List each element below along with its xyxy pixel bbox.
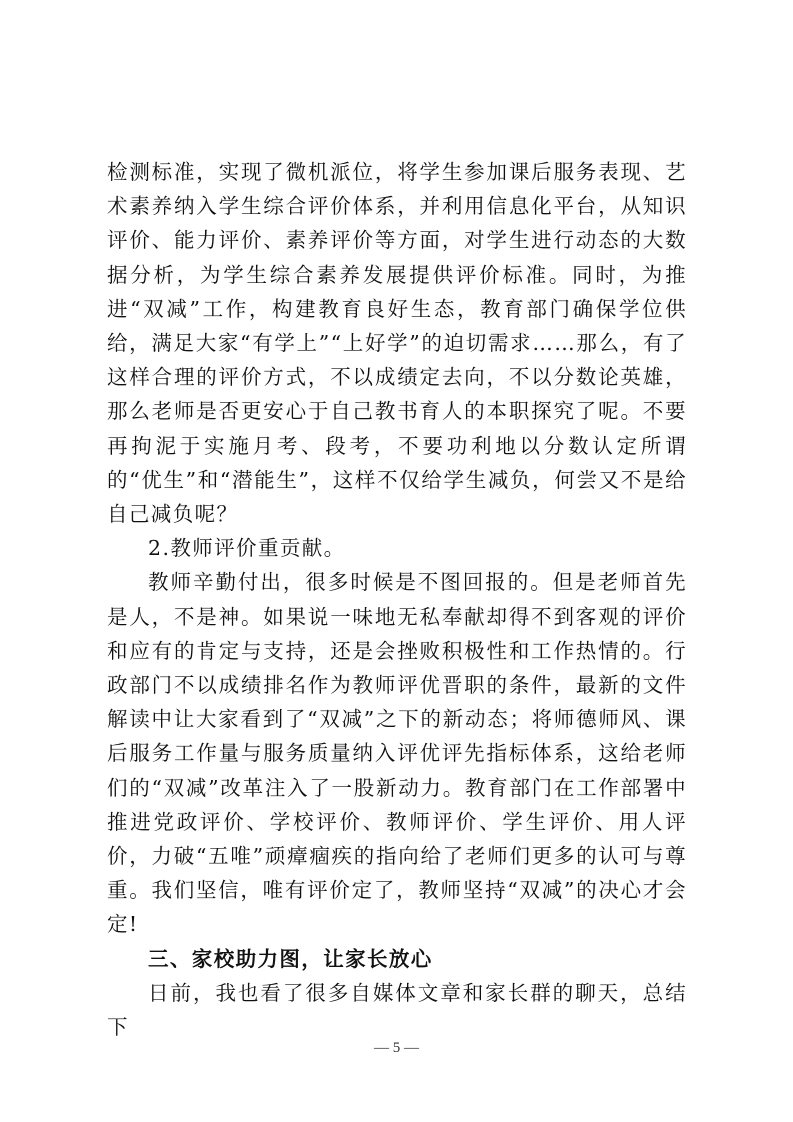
paragraph-home-school-start: 日前，我也看了很多自媒体文章和家长群的聊天，总结下 [107, 980, 687, 1040]
document-body [107, 155, 687, 1044]
page-number: — 5 — [374, 1040, 419, 1056]
subheading-teacher-evaluation: 2.教师评价重贡献。 [148, 536, 346, 561]
paragraph-teacher-evaluation: 教师辛勤付出，很多时候是不图回报的。但是老师首先是人，不是神。如果说一味地无私奉献却得不到客观的评价和应有的肯定与支持，还是会挫败积极性和工作热情的。行政部门不以成绩排名作为教师评优晋职的条件，最新的文件解读中让大家看到了“双减”之下的新动态；将师德师风、课后服务工作量与服务质量纳入评优评先指标体系，这给老师们的“双减”改革注入了一股新动力。教育部门在工作部署中推进党政评价、学校评价、教师评价、学生评价、用人评价，力破“五唯”顽瘴痼疾的指向给了老师们更多的认可与尊重。我们坚信，唯有评价定了，教师坚持“双减”的决心才会定! [107, 570, 687, 937]
section-heading-home-school: 三、家校助力图，让家长放心 [148, 946, 433, 971]
paragraph-student-evaluation-continued: 检测标准，实现了微机派位，将学生参加课后服务表现、艺术素养纳入学生综合评价体系，并利用信息化平台，从知识评价、能力评价、素养评价等方面，对学生进行动态的大数据分析，为学生综合素养发展提供评价标准。同时，为推进“双减”工作，构建教育良好生态，教育部门确保学位供给，满足大家“有学上”“上好学”的迫切需求……那么，有了这样合理的评价方式，不以成绩定去向，不以分数论英雄，那么老师是否更安心于自己教书育人的本职探究了呢。不要再拘泥于实施月考、段考，不要功利地以分数认定所谓的“优生”和“潜能生”，这样不仅给学生减负，何尝又不是给自己减负呢？ [107, 160, 687, 527]
